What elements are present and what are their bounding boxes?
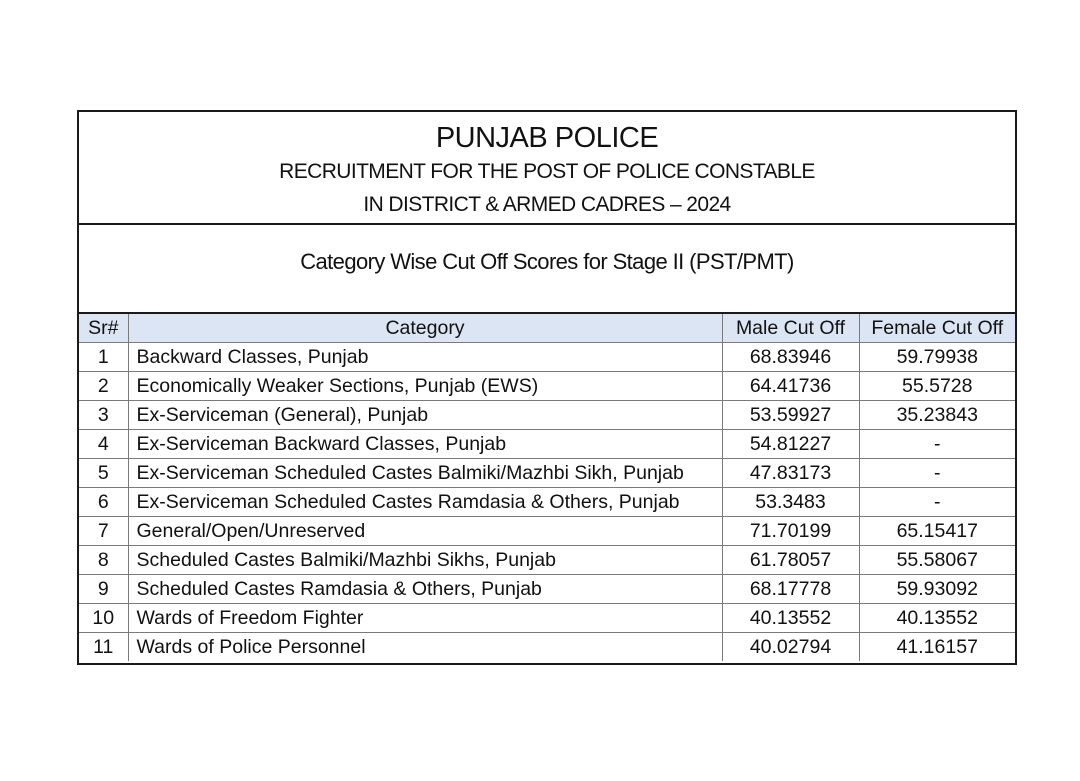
cell-female-cutoff: 65.15417 [859,517,1015,546]
column-header-category: Category [128,314,722,343]
cell-male-cutoff: 71.70199 [722,517,859,546]
cell-category: Wards of Police Personnel [128,633,722,662]
cell-sr: 11 [79,633,128,662]
cell-category: Wards of Freedom Fighter [128,604,722,633]
recruitment-line: RECRUITMENT FOR THE POST OF POLICE CONSTABLE [279,160,815,183]
cell-female-cutoff: - [859,430,1015,459]
cell-female-cutoff: 55.5728 [859,372,1015,401]
cell-female-cutoff: - [859,488,1015,517]
table-row [79,430,1015,459]
table-row [79,459,1015,488]
table-row [79,575,1015,604]
table-row [79,372,1015,401]
cell-category: Scheduled Castes Ramdasia & Others, Punjab [128,575,722,604]
cell-female-cutoff: 59.93092 [859,575,1015,604]
cell-category: Economically Weaker Sections, Punjab (EWS) [128,372,722,401]
cell-female-cutoff: - [859,459,1015,488]
cell-male-cutoff: 53.59927 [722,401,859,430]
column-header-female: Female Cut Off [859,314,1015,343]
cell-category: Ex-Serviceman Scheduled Castes Ramdasia & Others, Punjab [128,488,722,517]
table-row [79,488,1015,517]
cell-category: Ex-Serviceman Scheduled Castes Balmiki/Mazhbi Sikh, Punjab [128,459,722,488]
table-row [79,343,1015,372]
table-row [79,517,1015,546]
cell-sr: 6 [79,488,128,517]
cell-male-cutoff: 53.3483 [722,488,859,517]
cell-category: Scheduled Castes Balmiki/Mazhbi Sikhs, Punjab [128,546,722,575]
cadres-line: IN DISTRICT & ARMED CADRES – 2024 [363,193,731,216]
cell-category: Ex-Serviceman Backward Classes, Punjab [128,430,722,459]
table-row [79,633,1015,662]
cell-category: Ex-Serviceman (General), Punjab [128,401,722,430]
cell-female-cutoff: 40.13552 [859,604,1015,633]
cell-sr: 8 [79,546,128,575]
cell-male-cutoff: 47.83173 [722,459,859,488]
cell-sr: 2 [79,372,128,401]
cell-female-cutoff: 59.79938 [859,343,1015,372]
document-title: PUNJAB POLICE [435,122,659,154]
cell-male-cutoff: 61.78057 [722,546,859,575]
cutoff-table [79,314,1015,661]
cell-sr: 10 [79,604,128,633]
cell-male-cutoff: 54.81227 [722,430,859,459]
table-row [79,546,1015,575]
cell-sr: 9 [79,575,128,604]
document-subtitle: Category Wise Cut Off Scores for Stage II (PST/PMT) [300,249,794,274]
cell-sr: 7 [79,517,128,546]
cell-sr: 1 [79,343,128,372]
cell-male-cutoff: 40.13552 [722,604,859,633]
subtitle-block [79,225,1015,314]
cell-female-cutoff: 41.16157 [859,633,1015,662]
cell-category: General/Open/Unreserved [128,517,722,546]
cell-sr: 5 [79,459,128,488]
cell-male-cutoff: 68.17778 [722,575,859,604]
cutoff-document [77,110,1017,665]
table-row [79,604,1015,633]
cell-category: Backward Classes, Punjab [128,343,722,372]
table-row [79,401,1015,430]
column-header-male: Male Cut Off [722,314,859,343]
cell-male-cutoff: 68.83946 [722,343,859,372]
table-header-row [79,314,1015,343]
cell-sr: 3 [79,401,128,430]
cell-male-cutoff: 40.02794 [722,633,859,662]
title-block [79,112,1015,225]
cell-sr: 4 [79,430,128,459]
cell-male-cutoff: 64.41736 [722,372,859,401]
cell-female-cutoff: 55.58067 [859,546,1015,575]
column-header-sr: Sr# [79,314,128,343]
cell-female-cutoff: 35.23843 [859,401,1015,430]
